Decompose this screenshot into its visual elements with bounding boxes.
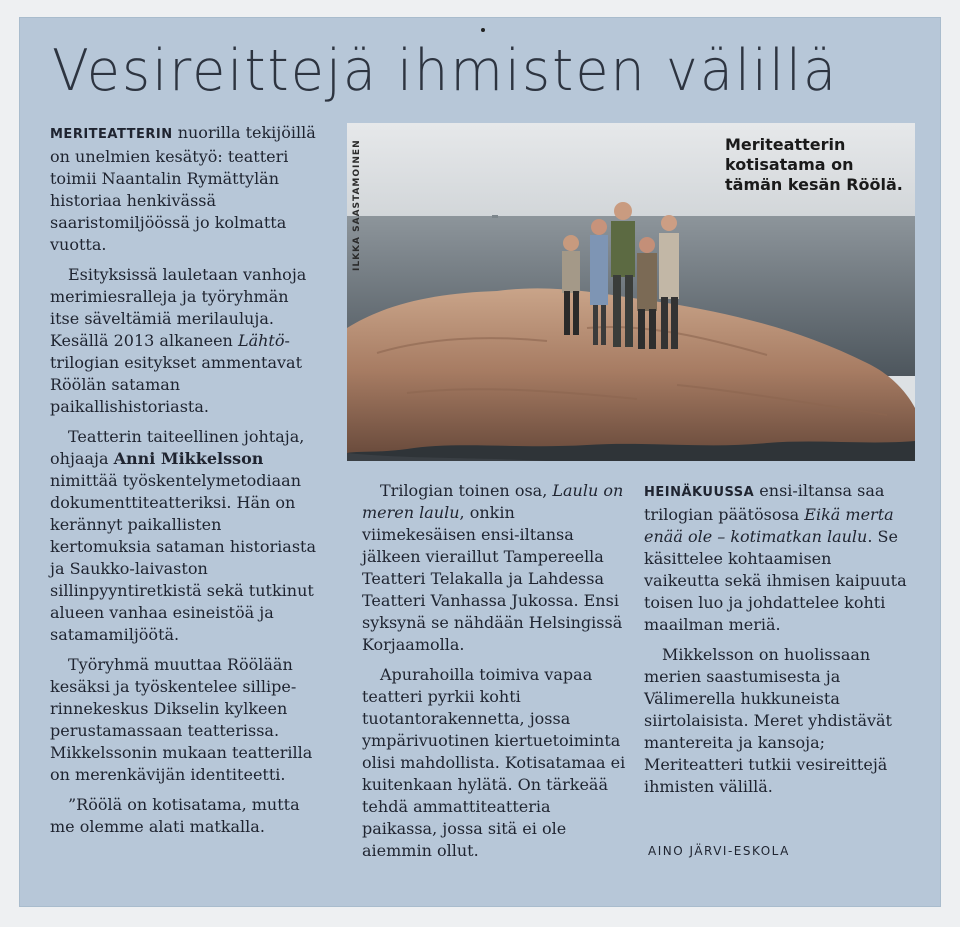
paragraph-text: -trilogian esitykset ammentavat Röölän sataman paikallishistoriasta. <box>50 331 303 416</box>
article-photo <box>347 123 915 461</box>
paragraph-2: Mikkelsson on huolissaan merien saastumisesta ja Välimerella hukkuneista siirtolaisista. Meret yhdistävät mantereita ja kansoja; Meriteatteri tutkii vesireittejä ihmisten välillä. <box>644 645 892 796</box>
person-name: Anni Mikkelsson <box>113 449 264 468</box>
column-2 <box>362 480 626 870</box>
paragraph-text: nuorilla tekijöillä on unelmien kesätyö: teatteri toimii Naantalin Rymättylän historiaa henkivässä saaristomiljöössä jo kolmatta vuotta. <box>50 123 316 254</box>
column-1 <box>50 122 318 846</box>
paragraph-5: ”Röölä on kotisatama, mutta me olemme alati matkalla. <box>50 795 300 836</box>
lead-in-caps: HEINÄKUUSSA <box>644 485 755 500</box>
paragraph-text: Trilogian toinen osa, <box>380 481 553 500</box>
paragraph-text: Esityksissä lauletaan vanhoja merimiesralleja ja työryhmän itse säveltämiä merilauluja. Kesällä 2013 alkaneen <box>50 265 307 350</box>
photo-caption: Meriteatterin kotisatama on tämän kesän Röölä. <box>725 135 903 194</box>
column-3 <box>644 480 908 806</box>
work-title: Lähtö <box>237 331 285 350</box>
paragraph-3 <box>50 426 318 646</box>
photo-credit: ILKKA SAASTAMOINEN <box>352 139 362 271</box>
magazine-page <box>20 18 940 906</box>
work-title: Eikä merta enää ole – kotimatkan laulu <box>644 505 894 546</box>
article-title: Vesireittejä ihmisten välillä <box>52 37 839 104</box>
paragraph-2 <box>50 264 318 418</box>
paragraph-1 <box>50 122 318 256</box>
paragraph-1 <box>362 480 626 656</box>
paragraph-text: ensi-iltansa saa trilogian päätösosa <box>644 481 885 524</box>
paragraph-2: Apurahoilla toimiva vapaa teatteri pyrkii kohti tuotantorakennetta, jossa ympärivuotinen kiertuetoiminta olisi mahdollista. Kotisatamaa ei kuitenkaan hylätä. On tärkeää tehdä ammattiteatteria paikassa, jossa sitä ei ole aiemmin ollut. <box>362 665 626 860</box>
paragraph-text: nimittää työskentelymetodiaan dokumenttiteatteriksi. Hän on kerännyt paikallisten kertomuksia sataman historiasta ja Saukko-laivaston sillinpyyntiretkistä sekä tutkinut alueen vanhaa esineistöä ja satamamiljöötä. <box>50 471 316 644</box>
paragraph-text: Teatterin taiteellinen johtaja, ohjaaja <box>50 427 305 468</box>
paragraph-4: Työryhmä muuttaa Röölään kesäksi ja työskentelee sillipe-rinnekeskus Dikselin kylkeen perustamassaan teatterissa. Mikkelssonin mukaan teatterilla on merenkävijän identiteetti. <box>50 655 313 784</box>
author-byline: AINO JÄRVI-ESKOLA <box>648 844 790 858</box>
paragraph-text: . Se käsittelee kohtaamisen vaikeutta sekä ihmisen kaipuuta toisen luo ja johdattelee kohti maailman meriä. <box>644 527 907 634</box>
print-dot <box>481 28 485 32</box>
paragraph-text: , onkin viimekesäisen ensi-iltansa jälkeen vieraillut Tampereella Teatteri Telakalla ja Lahdessa Teatteri Vanhassa Jukossa. Ensi syksynä se nähdään Helsingissä Korjaamolla. <box>362 503 623 654</box>
work-title: Laulu on meren laulu <box>362 481 624 522</box>
lead-in-caps: MERITEATTERIN <box>50 127 173 142</box>
paragraph-1 <box>644 480 908 636</box>
